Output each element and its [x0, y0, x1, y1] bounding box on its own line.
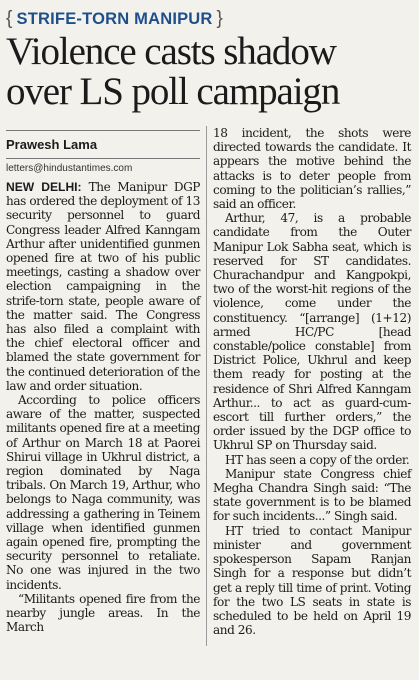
- article-columns: [6, 126, 411, 646]
- article-paragraph: According to police officers aware of the matter, suspected militants opened fire at a meeting of Arthur on March 18 at Paorei Shirui village in Ukhrul district, a region dominated by Naga tribals. On March 19, Arthur, who belongs to Naga community, was addressing a gathering in Teinem village when identified gunmen again opened fire, prompting the security personnel to retaliate. No one was injured in the two incidents.: [6, 393, 200, 592]
- headline: [6, 32, 411, 112]
- article-paragraph: [6, 180, 200, 393]
- article-paragraph: Arthur, 47, is a probable candidate from the Outer Manipur Lok Sabha seat, which is reserved for ST candidates. Churachandpur and Kangpokpi, two of the worst-hit regions of the violence, come under the constituency. “[arrange] (1+12) armed HC/PC [head constable/police constable] from District Police, Ukhrul and keep them ready for posting at the residence of Shri Alfred Kanngam Arthur... to act as guard-cum-escort till further orders,” the order issued by the DGP office to Ukhrul SP on Thursday said.: [213, 211, 411, 453]
- left-column: [6, 126, 206, 646]
- byline-email: letters@hindustantimes.com: [6, 163, 133, 174]
- kicker-open-brace: {: [6, 8, 13, 29]
- kicker-close-brace: }: [216, 8, 224, 29]
- section-kicker: [6, 8, 411, 30]
- headline-line-1: Violence casts shadow: [6, 30, 336, 73]
- article-paragraph: Manipur state Congress chief Megha Chandra Singh said: “The state government is to be blamed for such incidents...” Singh said.: [213, 466, 411, 524]
- article-paragraph: 18 incident, the shots were directed towards the candidate. It appears the motive behind the attacks is to deter people from coming to the politician’s rallies,” said an officer.: [213, 126, 411, 212]
- kicker-label: STRIFE-TORN MANIPUR: [16, 9, 213, 28]
- headline-line-2: over LS poll campaign: [6, 70, 340, 113]
- article-paragraph: HT has seen a copy of the order.: [225, 452, 410, 467]
- paragraph-text: The Manipur DGP has ordered the deployment of 13 security personnel to guard Congress leader Alfred Kanngam Arthur after unidentified gunmen opened fire at two of his public meetings, casting a shadow over election campaigning in the strife-torn state, people aware of the matter said. The Congress has also filed a complaint with the chief electoral officer and blamed the state government for the continued deterioration of the law and order situation.: [6, 180, 200, 393]
- byline-author: Prawesh Lama: [6, 137, 98, 152]
- article-paragraph: HT tried to contact Manipur minister and government spokesperson Sapam Ranjan Singh for a response but didn’t get a reply till time of print. Voting for the two LS seats in state is scheduled to be held on April 19 and 26.: [213, 523, 411, 638]
- right-column: [207, 126, 411, 646]
- byline-bottom-rule: [6, 158, 200, 159]
- article-paragraph: “Militants opened fire from the nearby jungle areas. In the March: [6, 591, 200, 635]
- dateline: NEW DELHI:: [6, 180, 82, 194]
- byline-top-rule: [6, 130, 200, 131]
